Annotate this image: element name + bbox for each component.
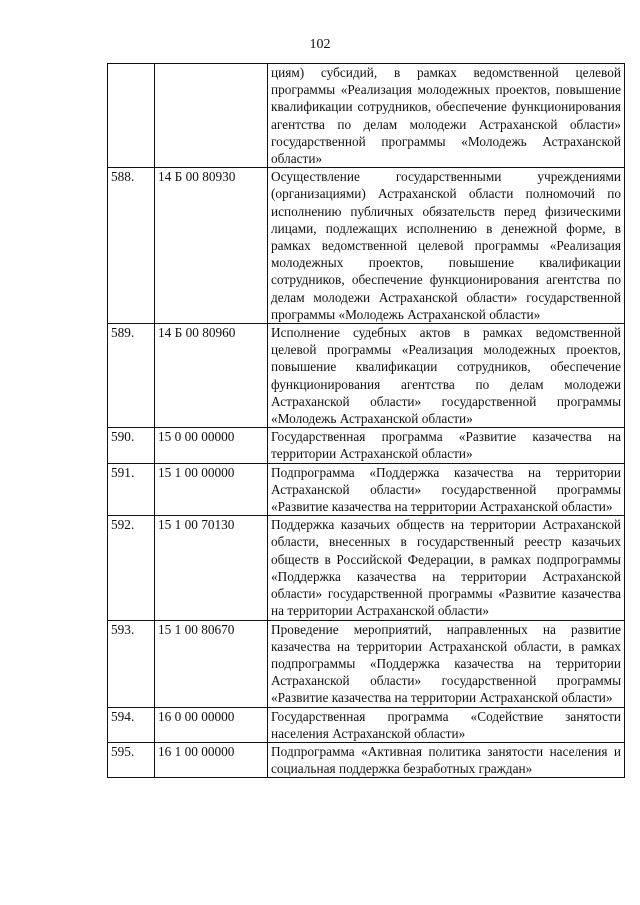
row-number: 588. bbox=[108, 168, 155, 324]
target-article-code: 15 0 00 00000 bbox=[155, 428, 268, 463]
page-number: 102 bbox=[309, 37, 331, 52]
article-description: Государственная программа «Содействие занятости населения Астраханской области» bbox=[268, 707, 625, 742]
table-row bbox=[108, 428, 625, 463]
row-number: 594. bbox=[108, 707, 155, 742]
row-number bbox=[108, 64, 155, 168]
table-row bbox=[108, 463, 625, 516]
target-article-code: 14 Б 00 80930 bbox=[155, 168, 268, 324]
target-article-code: 15 1 00 80670 bbox=[155, 620, 268, 707]
table-row bbox=[108, 168, 625, 324]
article-description: Осуществление государственными учреждениями (организациями) Астраханской области полномочий по исполнению публичных обязательств перед физическими лицами, подлежащих исполнению в денежной форме, в рамках ведомственной целевой программы «Реализация молодежных проектов, повышение квалификации сотрудников, обеспечение функционирования агентства по делам молодежи Астраханской области» государственной программы «Молодежь Астраханской области» bbox=[268, 168, 625, 324]
article-description: циям) субсидий, в рамках ведомственной целевой программы «Реализация молодежных проектов, повышение квалификации сотрудников, обеспечение функционирования агентства по делам молодежи Астраханской области» государственной программы «Молодежь Астраханской области» bbox=[268, 64, 625, 168]
article-description: Подпрограмма «Активная политика занятости населения и социальная поддержка безработных граждан» bbox=[268, 742, 625, 777]
row-number: 590. bbox=[108, 428, 155, 463]
article-description: Проведение мероприятий, направленных на развитие казачества на территории Астраханской области, в рамках подпрограммы «Поддержка казачества на территории Астраханской области» государственной программы «Развитие казачества на территории Астраханской области» bbox=[268, 620, 625, 707]
row-number: 591. bbox=[108, 463, 155, 516]
article-description: Подпрограмма «Поддержка казачества на территории Астраханской области» государственной программы «Развитие казачества на территории Астраханской области» bbox=[268, 463, 625, 516]
article-description: Исполнение судебных актов в рамках ведомственной целевой программы «Реализация молодежных проектов, повышение квалификации сотрудников, обеспечение функционирования агентства по делам молодежи Астраханской области» государственной программы «Молодежь Астраханской области» bbox=[268, 324, 625, 428]
table-row bbox=[108, 707, 625, 742]
article-description: Поддержка казачьих обществ на территории Астраханской области, внесенных в государственный реестр казачьих обществ в Российской Федерации, в рамках подпрограммы «Поддержка казачества на территории Астраханской области» государственной программы «Развитие казачества на территории Астраханской области» bbox=[268, 516, 625, 620]
target-article-code bbox=[155, 64, 268, 168]
target-article-code: 16 0 00 00000 bbox=[155, 707, 268, 742]
target-article-code: 15 1 00 00000 bbox=[155, 463, 268, 516]
table-row bbox=[108, 516, 625, 620]
row-number: 593. bbox=[108, 620, 155, 707]
row-number: 595. bbox=[108, 742, 155, 777]
row-number: 592. bbox=[108, 516, 155, 620]
row-number: 589. bbox=[108, 324, 155, 428]
target-article-code: 16 1 00 00000 bbox=[155, 742, 268, 777]
table-row bbox=[108, 742, 625, 777]
target-article-code: 14 Б 00 80960 bbox=[155, 324, 268, 428]
table-row bbox=[108, 620, 625, 707]
target-article-code: 15 1 00 70130 bbox=[155, 516, 268, 620]
budget-classification-table bbox=[107, 63, 625, 778]
table-row bbox=[108, 64, 625, 168]
article-description: Государственная программа «Развитие казачества на территории Астраханской области» bbox=[268, 428, 625, 463]
table-row bbox=[108, 324, 625, 428]
